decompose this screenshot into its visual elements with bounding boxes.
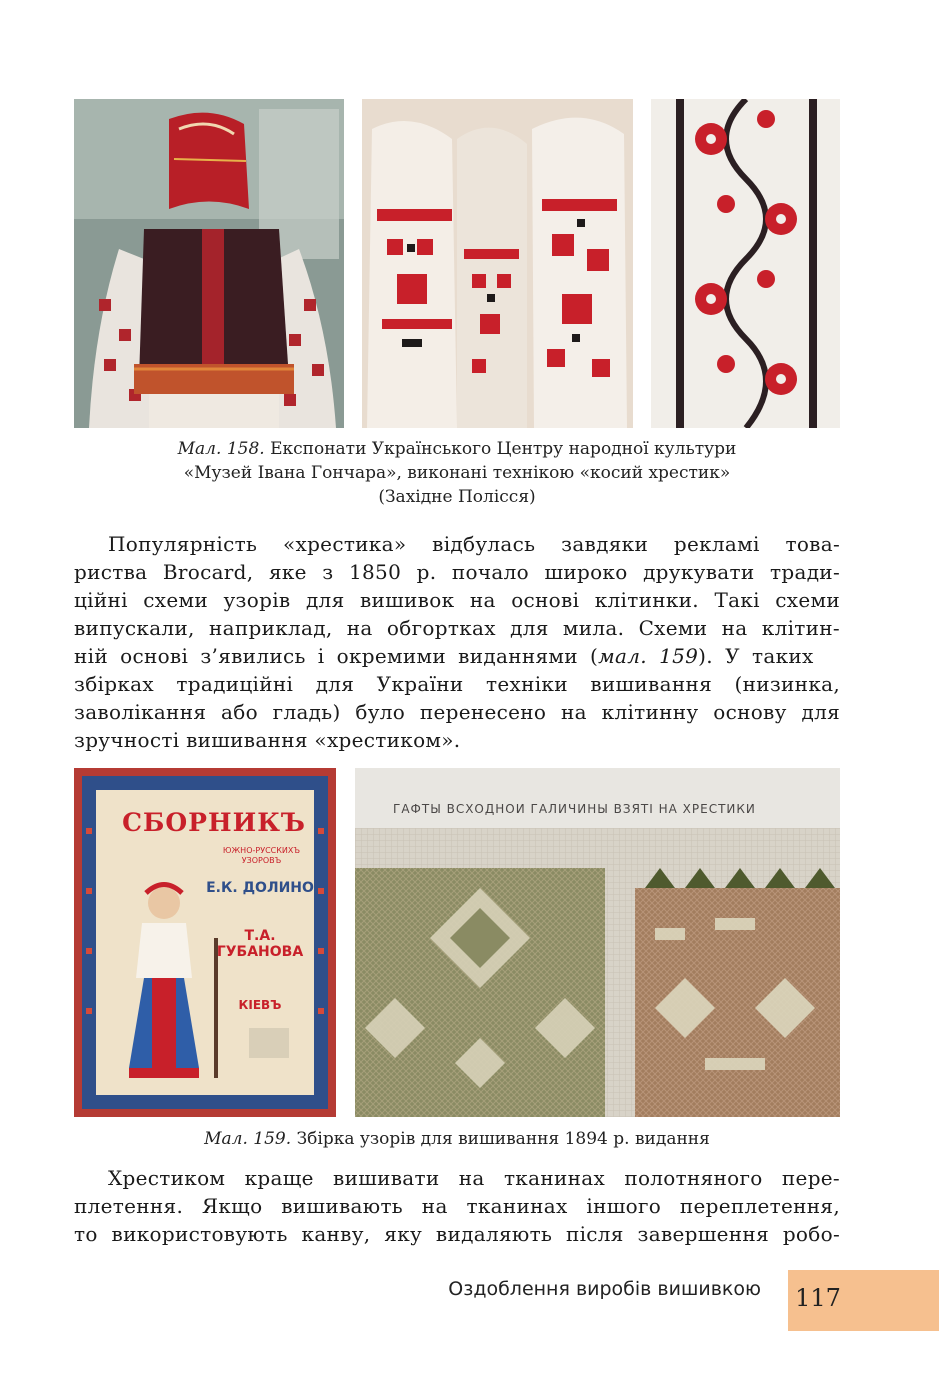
book-cover-title: СБОРНИКЪ xyxy=(122,808,306,837)
paragraph-1-line: ). У таких xyxy=(698,644,814,668)
photo-embroidered-sleeves xyxy=(362,99,633,428)
paragraph-2-line: то використовують канву, яку видаляють після завершення робо- xyxy=(74,1222,840,1246)
paragraph-2-line: плетення. Якщо вишивають на тканинах іншого переплетення, xyxy=(74,1194,840,1218)
figure-158-caption-line-3: (Західне Полісся) xyxy=(378,487,536,507)
paragraph-1-line: збірках традиційні для України техніки вишивання (низинка, xyxy=(74,672,840,696)
book-cover-city: КІЕВЪ xyxy=(238,998,282,1012)
figure-158-caption-line-2: «Музей Івана Гончара», виконані технікою «косий хрестик» xyxy=(183,463,731,483)
book-cover-author-2: Т.А. ГУБАНОВА xyxy=(216,928,304,960)
book-cover-author-1: Е.К. ДОЛИНО xyxy=(206,880,314,896)
figure-158-label: Мал. 158. xyxy=(177,439,265,459)
book-cover-subtitle: ЮЖНО-РУССКИХЪ УЗОРОВЪ xyxy=(222,846,301,865)
paragraph-1-line: випускали, наприклад, на обгортках для мила. Схеми на клітин- xyxy=(74,616,840,640)
paragraph-1-line: зручності вишивання «хрестиком». xyxy=(74,728,461,752)
paragraph-1-line: Популярність «хрестика» відбулась завдяки рекламі това- xyxy=(108,532,840,556)
photo-cross-stitch-chart xyxy=(355,768,840,1117)
figure-158-caption-line-1: Експонати Українського Центру народної культури xyxy=(270,439,737,459)
page-number: 117 xyxy=(795,1284,841,1312)
paragraph-1-line: риства Brocard, яке з 1850 р. почало широко друкувати тради- xyxy=(74,560,840,584)
paragraph-1-line: ній основі з’явились і окремими виданнями ( xyxy=(74,644,599,668)
figure-159-caption-text: Збірка узорів для вишивання 1894 р. видання xyxy=(296,1129,710,1149)
figure-159-reference: мал. 159 xyxy=(598,644,699,668)
running-footer-section-title: Оздоблення виробів вишивкою xyxy=(448,1278,761,1300)
photo-pattern-book-cover xyxy=(74,768,336,1117)
figure-159-caption xyxy=(74,1127,840,1151)
photo-costume-exhibit xyxy=(74,99,344,428)
paragraph-1-line: заволікання або гладь) було перенесено на клітинну основу для xyxy=(74,700,840,724)
chart-heading: ГАФТЫ ВСХОДНОИ ГАЛИЧИНЫ ВЗЯТІ НА ХРЕСТИКИ xyxy=(393,802,756,816)
figure-159-label: Мал. 159. xyxy=(204,1129,292,1149)
paragraph-1 xyxy=(74,530,840,754)
photo-embroidery-band xyxy=(651,99,840,428)
paragraph-1-line: ційні схеми узорів для вишивок на основі клітинки. Такі схеми xyxy=(74,588,840,612)
page-number-tab xyxy=(788,1270,939,1331)
paragraph-2-line: Хрестиком краще вишивати на тканинах полотняного пере- xyxy=(108,1166,840,1190)
paragraph-2 xyxy=(74,1164,840,1248)
figure-158-caption xyxy=(74,437,840,509)
